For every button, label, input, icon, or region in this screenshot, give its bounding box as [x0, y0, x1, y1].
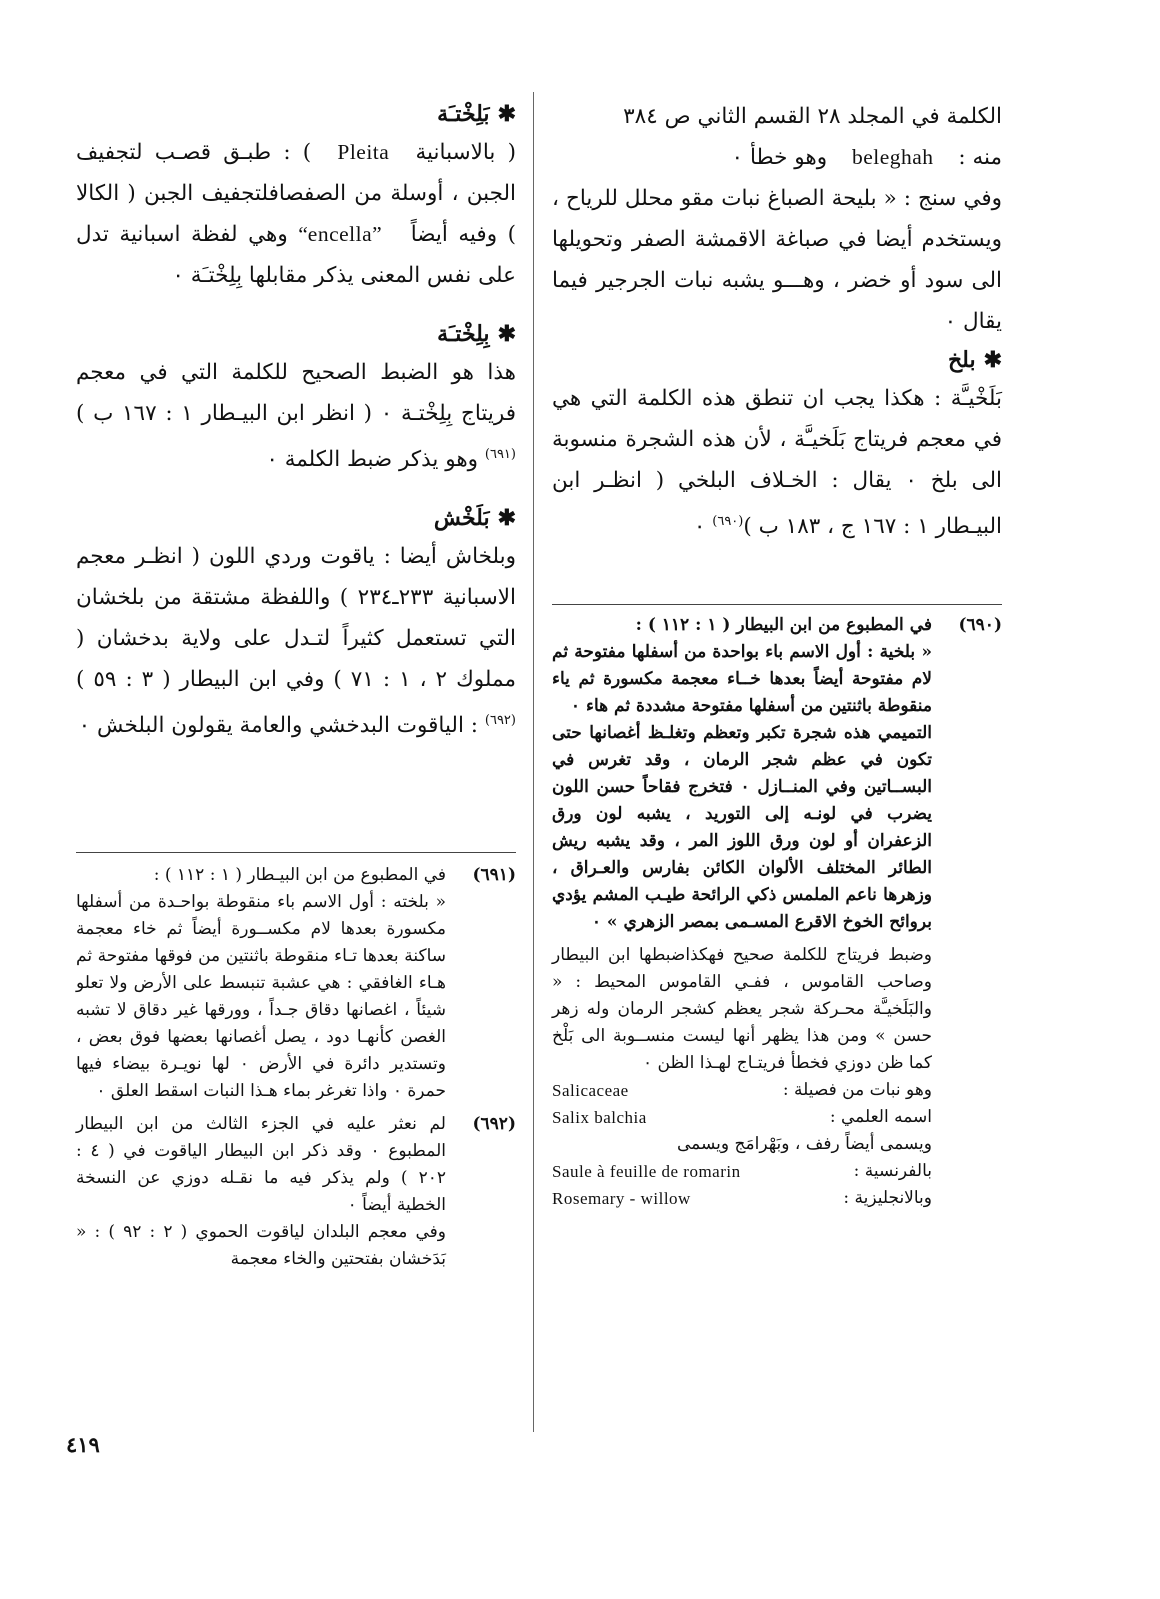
intro-line-1: الكلمة في المجلد ٢٨ القسم الثاني ص ٣٨٤ [623, 104, 1002, 129]
latin-row: وبالانجليزية : Rosemary - willow [552, 1188, 932, 1208]
entry-balikhta: ✱بَلِخْتـَة ( بالاسبانية Pleita ) : طبـق قصـب لتجفيف الجبن ، أوسلة من الصفصافلتجفيف الجبن ( الكالا ) وفيه أيضاً “encella” وهي لفظة اسبانية تدل على نفس المعنى يذكر مقابلها بِلِخْتـَة ٠ [76, 96, 516, 296]
intro-line-2: منه : beleghah وهو خطأ ٠ [731, 145, 1002, 170]
right-column [552, 96, 1002, 567]
footnote-rule [76, 852, 516, 853]
page-number: ٤١٩ [66, 1432, 100, 1457]
footnote-ref: (٦٩٢) [484, 713, 516, 729]
entry-heading: ✱بِلِخْتـَة [437, 321, 516, 347]
asterisk-icon: ✱ [497, 101, 516, 127]
footnote-691 [76, 862, 516, 1105]
footnote-number: (٦٩٢) [472, 1114, 516, 1134]
asterisk-icon: ✱ [497, 321, 516, 347]
entry-balkh [552, 342, 1002, 547]
latin-row: بالفرنسية : Saule à feuille de romarin [552, 1161, 932, 1181]
footnote-690 [552, 612, 1002, 1212]
footnote-body: في المطبوع من ابن البيطار ( ١ : ١١٢ ) : « بلخية : أول الاسم باء بواحدة من أسفلها مفتوحة ثم لام مفتوحة أيضاً بعدها خــاء معجمة مكسورة ثم ياء منقوطة باثنتين من أسفلها مفتوحة مشددة ثم هاء ٠ التميمي هذه شجرة تكبر وتعظم وتغلـظ أغصانها حتى تكون في عظم شجر الرمان ، وقد تغرس في البســاتين وفي المنــازل ٠ فتخرج فقاحاً حسن اللون يضرب في لونـه إلى التوريد ، يشبه لون ورق الزعفران أو لون ورق اللوز المر ، وقد يشبه ريش الطائر المختلف الألوان الكائن بفارس والعـراق ، وزهرها ناعم الملمس ذكي الرائحة طيـب المشم يؤدي بروائح الخوخ الاقرع المسـمى بمصر الزهري » ٠ وضبط فريتاج للكلمة صحيح فهكذاضبطها ابن البيطار وصاحب القاموس ، ففـي القاموس المحيط : « والبَلَخيـَّة محـركة شجر يعظم كشجر الرمان وله زهر حسن » ومن هذا يظهر أنها ليست منســوبة الى بَلْخ كما ظن دوزي فخطأ فريتـاج لهـذا الظن ٠ وهو نبات من فصيلة : Salicaceae اسمه العلمي : Salix balchia ويسمى أيضاً رفف ، وبَهْرامَج ويسمى بالفرنسية : Saule à feuille de romarin وبالانجليزية : Rosemary - willow [552, 612, 932, 1212]
footnote-number: (٦٩١) [472, 865, 516, 885]
entry-heading: ✱بَلِخْتـَة [437, 101, 516, 127]
latin-row: وهو نبات من فصيلة : Salicaceae [552, 1080, 932, 1100]
footnote-ref: (٦٩١) [484, 447, 516, 462]
intro-paragraph: وفي سنج : « بليحة الصباغ نبات مقو محلل للرياح ، ويستخدم أيضا في صباغة الاقمشة الصفر وتحويلها الى سود أو خضر ، وهـــو يشبه نبات الجرجير فيما يقال ٠ [552, 186, 1002, 334]
entry-heading: ✱بَلَخْش [433, 505, 516, 532]
footnote-number: (٦٩٠) [958, 615, 1002, 635]
footnote-body: لم نعثر عليه في الجزء الثالث من ابن البيطار المطبوع ٠ وقد ذكر ابن البيطار الياقوت في ( ٤ : ٢٠٢ ) ولم يذكر فيه ما نقـله دوزي عن النسخة الخطية أيضاً ٠ وفي معجم البلدان لياقوت الحموي ( ٢ : ٩٢ ) : « بَدَخشان بفتحتين والخاء معجمة [76, 1114, 446, 1269]
left-footnotes [76, 862, 516, 1279]
asterisk-icon: ✱ [497, 505, 516, 532]
column-divider [533, 92, 534, 1432]
right-footnotes [552, 612, 1002, 1218]
intro-latin: beleghah [851, 145, 934, 169]
footnote-692 [76, 1111, 516, 1273]
footnote-body: في المطبوع من ابن البيـطار ( ١ : ١١٢ ) : « بلخته : أول الاسم باء منقوطة بواحـدة من أسفلها مكسورة بعدها لام مكســورة أيضاً ثم خاء معجمة ساكنة بعدها تـاء منقوطة باثنتين من فوقها مفتوحة ثم هـاء الغافقي : هي عشبة تنبسط على الأرض ولا تعلو شيئاً ، اغصانها دقاق جـداً ، وورقها غير دقاق لا تشبه الغصن كأنهـا دود ، يصل أغصانها بعضها فوق بعض ، وتستدير دائرة في الأرض ٠ لها نويـرة بيضاء فيها حمرة ٠ واذا تغرغر بماء هـذا النبات اسقط العلق ٠ [76, 865, 446, 1101]
entry-text: بَلَخْيـَّة : هكذا يجب ان تنطق هذه الكلمة التي هي في معجم فريتاج بَلَخيـَّة ، لأن هذه الشجرة منسوبة الى بلخ ٠ يقال : الخـلاف البلخي ( انظـر ابن البيـطار ١ : ١٦٧ ج ، ١٨٣ ب )$^{(٦٩٠)}$ ٠ [552, 386, 1003, 540]
latin-row: اسمه العلمي : Salix balchia [552, 1107, 932, 1127]
entry-heading: ✱بلخ [947, 347, 1002, 373]
entry-balakhsh: ✱بَلَخْش وبلخاش أيضا : ياقوت وردي اللون ( انظـر معجم الاسبانية ٢٣٣ـ٢٣٤ ) واللفظة مشتقة من بلخشان التي تستعمل كثيراً لتـدل على ولاية بدخشان ( مملوك ٢ ، ١ : ٧١ ) وفي ابن البيطار ( ٣ : ٥٩ )$^{(٦٩٢)}$ : الياقوت البدخشي والعامة يقولون البلخش ٠ [76, 500, 516, 746]
footnote-rule [552, 604, 1002, 605]
footnote-ref: (٦٩٠) [712, 514, 744, 529]
entry-bilikhta: ✱بِلِخْتـَة هذا هو الضبط الصحيح للكلمة التي في معجم فريتاج بِلِخْتـة ٠ ( انظر ابن البيـطار ١ : ١٦٧ ب )$^{(٦٩١)}$ وهو يذكر ضبط الكلمة ٠ [76, 316, 516, 480]
asterisk-icon: ✱ [983, 347, 1002, 373]
left-column [76, 96, 516, 766]
